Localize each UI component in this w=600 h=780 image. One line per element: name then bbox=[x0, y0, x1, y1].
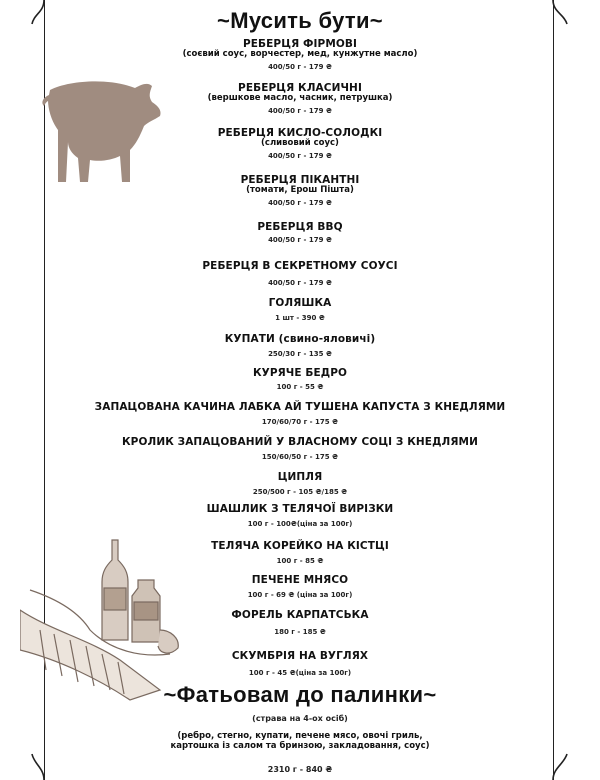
menu-item-roast-meat bbox=[60, 574, 540, 600]
item-price: 1 шт - 390 ₴ bbox=[275, 314, 325, 323]
item-name: СКУМБРІЯ НА ВУГЛЯХ bbox=[231, 650, 369, 662]
menu-item-ribs-spicy bbox=[60, 174, 540, 208]
item-name: ПЕЧЕНЕ МНЯСО bbox=[251, 574, 349, 586]
item-price: 100 г - 45 ₴(ціна за 100г) bbox=[248, 669, 352, 678]
corner-curl-icon bbox=[540, 0, 570, 30]
corner-curl-icon bbox=[30, 0, 60, 30]
item-price: 100 г - 55 ₴ bbox=[276, 383, 324, 392]
item-name: ЗАПАЦОВАНА КАЧИНА ЛАБКА АЙ ТУШЕНА КАПУСТА З КНЕДЛЯМИ bbox=[94, 401, 506, 413]
item-price: 100 г - 100₴(ціна за 100г) bbox=[247, 520, 353, 529]
menu-item-veal-rack bbox=[60, 540, 540, 566]
item-name: РЕБЕРЦЯ ПІКАНТНІ bbox=[240, 174, 360, 186]
item-name: РЕБЕРЦЯ КИСЛО-СОЛОДКІ bbox=[217, 127, 383, 139]
item-desc: (соєвий соус, ворчестер, мед, кунжутне масло) bbox=[182, 49, 418, 60]
item-name: КРОЛИК ЗАПАЦОВАНИЙ У ВЛАСНОМУ СОЦІ З КНЕДЛЯМИ bbox=[122, 436, 478, 448]
menu-item-kupaty bbox=[60, 333, 540, 359]
menu-item-trout bbox=[60, 609, 540, 637]
item-price: 400/50 г - 179 ₴ bbox=[268, 236, 332, 245]
item-price: 400/50 г - 179 ₴ bbox=[268, 279, 332, 288]
menu-item-veal-skewer bbox=[60, 503, 540, 529]
item-name: ГОЛЯШКА bbox=[268, 297, 332, 309]
platter-desc-line2: картошка із салом та бринзою, закладовання, соус) bbox=[170, 740, 430, 751]
item-name: РЕБЕРЦЯ ФІРМОВІ bbox=[242, 38, 358, 50]
item-name: РЕБЕРЦЯ В СЕКРЕТНОМУ СОУСІ bbox=[202, 260, 398, 272]
menu-item-rabbit bbox=[40, 436, 560, 462]
item-price: 250/500 г - 105 ₴/185 ₴ bbox=[252, 488, 348, 497]
platter-note: (страва на 4-ох осіб) bbox=[252, 714, 348, 723]
menu-item-platter bbox=[60, 714, 540, 774]
item-price: 150/60/50 г - 175 ₴ bbox=[261, 453, 339, 462]
item-name: ФОРЕЛЬ КАРПАТСЬКА bbox=[231, 609, 369, 621]
menu-item-ribs-sweet-sour bbox=[60, 127, 540, 161]
item-desc: (вершкове масло, часник, петрушка) bbox=[207, 93, 393, 104]
item-price: 100 г - 69 ₴ (ціна за 100г) bbox=[247, 591, 353, 600]
platter-desc-line1: (ребро, стегно, купати, печене мясо, овочі гриль, bbox=[177, 731, 423, 741]
item-name: ШАШЛИК З ТЕЛЯЧОЇ ВИРІЗКИ bbox=[206, 503, 394, 515]
menu-item-chicken bbox=[60, 471, 540, 497]
menu-item-ribs-signature bbox=[60, 38, 540, 72]
menu-item-ribs-bbq bbox=[60, 221, 540, 245]
platter-price: 2310 г - 840 ₴ bbox=[267, 764, 333, 774]
item-name: РЕБЕРЦЯ BBQ bbox=[257, 221, 343, 233]
item-price: 400/50 г - 179 ₴ bbox=[268, 151, 332, 160]
frame-right-line bbox=[553, 0, 554, 780]
item-price: 400/50 г - 179 ₴ bbox=[268, 62, 332, 71]
menu-item-duck-leg bbox=[40, 401, 560, 427]
menu-item-chicken-thigh bbox=[60, 367, 540, 392]
item-name: РЕБЕРЦЯ КЛАСИЧНІ bbox=[238, 82, 362, 94]
corner-curl-icon bbox=[30, 752, 60, 780]
item-desc: (сливовий соус) bbox=[261, 138, 339, 149]
item-price: 180 г - 185 ₴ bbox=[274, 628, 326, 637]
item-name: КУРЯЧЕ БЕДРО bbox=[252, 367, 348, 379]
item-price: 400/50 г - 179 ₴ bbox=[268, 198, 332, 207]
item-name: ЦИПЛЯ bbox=[277, 471, 323, 483]
item-price: 250/30 г - 135 ₴ bbox=[268, 350, 332, 359]
menu-item-knuckle bbox=[60, 297, 540, 323]
item-name: ТЕЛЯЧА КОРЕЙКО НА КІСТЦІ bbox=[211, 540, 389, 552]
item-price: 100 г - 85 ₴ bbox=[276, 557, 324, 566]
item-price: 400/50 г - 179 ₴ bbox=[268, 106, 332, 115]
section-heading-palinka: ~Фатьовам до палинки~ bbox=[163, 682, 437, 707]
item-name: КУПАТИ (свино-яловичі) bbox=[224, 333, 376, 345]
menu-item-ribs-secret-sauce bbox=[60, 260, 540, 288]
section-heading-must-have: ~Мусить бути~ bbox=[217, 8, 383, 33]
menu-item-mackerel bbox=[60, 650, 540, 678]
menu-item-ribs-classic bbox=[60, 82, 540, 116]
corner-curl-icon bbox=[540, 752, 570, 780]
item-price: 170/60/70 г - 175 ₴ bbox=[261, 418, 339, 427]
item-desc: (томати, Ерош Пішта) bbox=[246, 185, 354, 196]
